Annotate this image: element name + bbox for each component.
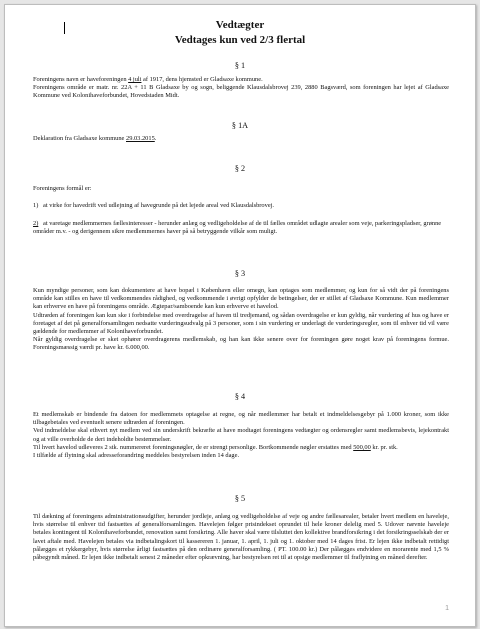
section-1a-heading: § 1A [231, 121, 249, 130]
document-title: Vedtægter [215, 19, 265, 31]
section-5-body [33, 513, 449, 562]
section-4-amount-link[interactable]: 500,00 [353, 443, 371, 451]
section-2-item-1 [33, 202, 449, 210]
section-2-heading: § 2 [234, 164, 246, 173]
item-2-number: 2) [33, 220, 39, 227]
section-4-heading: § 4 [234, 392, 246, 401]
section-1a-text-end: . [154, 135, 157, 142]
section-1-body [33, 76, 449, 101]
section-3-para-3: Når gyldig overdragelse er sket ophører overdragerens medlemskab, og han kan ikke senere over for foreningen gøre noget krav på foreningens formue. Foreningsmæssig værdi pr. have kr. 6.000,00. [33, 336, 449, 352]
document-page [4, 4, 476, 627]
section-3-body [33, 287, 449, 353]
section-4-para-3: Til hvert havelod udleveres 2 stk. nummereret foreningsnøgler, de er strengt personlige. Bortkommende nøgler erstattes med [33, 443, 354, 451]
section-2-item-2 [33, 220, 449, 236]
section-1a-date-link[interactable]: 29.03.2015 [126, 135, 155, 142]
section-3-para-2: Udtræden af foreningen kan kun ske i forbindelse med overdragelse af haven til tredjemand, og sådan overdragelse er kun gyldig, når vurdering af hus og have er foretaget af det på generalforsamlingen nedsatte vurderingsudvalg på 3 personer, som i sin vurdering er underlagt de vurderingsregler, som til enhver tid vil være gældende for medlemmer af Kolonihaveforbundet. [33, 311, 449, 336]
section-4-body [33, 411, 449, 460]
section-1-date-link[interactable]: 4 juli [128, 76, 142, 83]
section-1a-text: Deklaration fra Gladsaxe kommune [33, 135, 126, 142]
section-1-name-text: Foreningens navn er haveforeningen [33, 76, 129, 83]
section-1a-body [33, 135, 449, 143]
section-4-para-3-end: kr. pr. stk. [370, 443, 398, 451]
section-1-area-text: Foreningens område er matr. nr. 22A + 11 B Gladsaxe by og sogn, beliggende Klausdalsbrovej 239, 2880 Bagsværd, som foreningen har lejet af Gladsaxe Kommune ved Kolonihaveforbundet, Hovedstaden Midt. [33, 84, 449, 100]
item-1-text: at virke for havedrift ved udlejning af havegrunde på det lejede areal ved Klausdalsbrovej. [43, 202, 275, 209]
section-2-intro: Foreningens formål er: [33, 185, 92, 192]
section-3-para-1: Kun myndige personer, som kan dokumentere at have bopæl i København eller omegn, kan optages som medlemmer, og kun for så vidt der på foreningens område kan stilles en have til vedkommendes rådighed, og vedkommende i øvrigt opfylder de betingelser, der er stillet af Gladsaxe Kommune. Kun medlemmer kan erhverve en have på foreningens område. Ægtepar/samboende kan kun erhverve et havelod. [33, 287, 449, 311]
section-5-para-1: Til dækning af foreningens administrationsudgifter, herunder jordleje, anlæg og vedligeholdelse af veje og andre fællesarealer, betaler hvert medlem en haveleje, hvis størrelse til enhver tid fastsættes af generalforsamlingen. Havelejen følger prisindekset oprundet til hele kroner delelig med 5. Udover nævnte haveleje betales kontingent til Kolonihaveforbundet, renovation samt forsikring. Alle haver skal være tilsluttet den kollektive brandforsikring i det forsikringsselskab der er lavet aftale med. Havelejen betales via indbetalingskort til kassereren 1. januar, 1. april, 1. juli og 1. oktober med 14 dages frist. Er lejen ikke indbetalt rettidigt pålægges et rykkergebyr, hvis størrelse årligt fastsættes på den ordinære generalforsamling. ( PT. 100.00 kr.) Der pålægges endvidere en morarente med 1,5 % påbegyndt måned. Er lejen ikke indbetalt senest 2 måneder efter opkrævning, har bestyrelsen ret til at opsige medlemmer til fraflytning en måned derefter. [33, 513, 449, 562]
section-5-heading: § 5 [234, 494, 246, 503]
section-4-para-1: Et medlemskab er bindende fra datoen for medlemmets optagelse at regne, og når medlemmer har betalt et indmeldelsesgebyr på 1.000 kroner, som ikke tilbagebetales ved eventuelt senere udtræden af foreningen. [33, 411, 449, 427]
item-1-number: 1) [33, 202, 39, 209]
section-1-heading: § 1 [234, 61, 246, 70]
section-3-heading: § 3 [234, 269, 246, 278]
document-subtitle: Vedtages kun ved 2/3 flertal [174, 34, 306, 46]
section-4-para-4: I tilfælde af flytning skal adresseforandring meddeles bestyrelsen inden 14 dage. [33, 452, 240, 460]
page-number: 1 [445, 605, 449, 612]
section-1-name-text-end: af 1917, dens hjemsted er Gladsaxe kommune. [141, 76, 263, 83]
item-2-text: at varetage medlemmernes fællesinteresser - herunder anlæg og vedligeholdelse af de til fælles området udlagte arealer som veje, parkeringspladser, grønne områder m.v. - og derigennem sikre medlemmernes haver på så betryggende vilkår som muligt. [33, 220, 442, 236]
section-4-para-2: Ved indmeldelse skal ethvert nyt medlem ved sin underskrift bekræfte at have modtaget foreningens vedtægter og ordensregler samt medlemsbevis, lejekontrakt og at ville overholde de deri indeholdte bestemmelser. [33, 427, 449, 443]
